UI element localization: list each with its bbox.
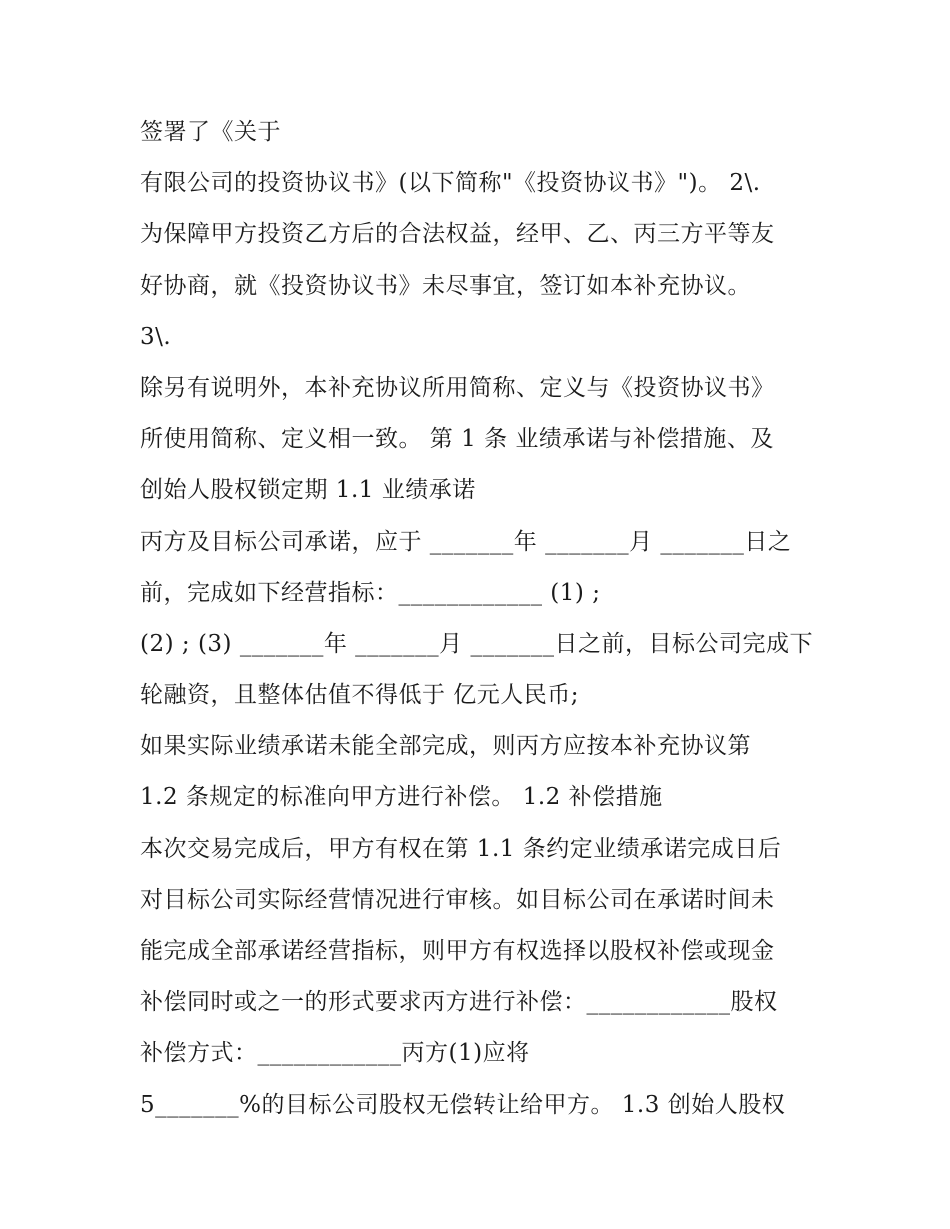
text-line: 有限公司的投资协议书》(以下简称"《投资协议书》")。 2\.	[140, 170, 761, 197]
text-line: 签署了《关于	[140, 119, 281, 145]
text-line: (2) ; (3) _______年 _______月 _______日之前，目标公司完成下	[140, 630, 813, 657]
text-line: 1.2 条规定的标准向甲方进行补偿。 1.2 补偿措施	[140, 784, 663, 811]
document-body	[140, 107, 840, 1131]
text-line: 3\.	[140, 323, 172, 350]
text-line: 如果实际业绩承诺未能全部完成，则丙方应按本补充协议第	[140, 733, 751, 760]
text-line: 能完成全部承诺经营指标，则甲方有权选择以股权补偿或现金	[140, 938, 775, 964]
text-line: 除另有说明外，本补充协议所用简称、定义与《投资协议书》	[140, 374, 775, 401]
text-line: 本次交易完成后，甲方有权在第 1.1 条约定业绩承诺完成日后	[140, 835, 782, 862]
text-line: 5_______%的目标公司股权无偿转让给甲方。 1.3 创始人股权	[140, 1091, 786, 1118]
text-line: 所使用简称、定义相一致。 第 1 条 业绩承诺与补偿措施、及	[140, 426, 774, 453]
text-line: 对目标公司实际经营情况进行审核。如目标公司在承诺时间未	[140, 886, 775, 913]
text-line: 轮融资，且整体估值不得低于 亿元人民币;	[140, 682, 580, 709]
text-line: 为保障甲方投资乙方后的合法权益，经甲、乙、丙三方平等友	[140, 221, 775, 248]
text-line: 前，完成如下经营指标：____________ (1) ;	[140, 579, 601, 606]
text-line: 丙方及目标公司承诺，应于 _______年 _______月 _______日之	[140, 528, 792, 555]
text-line: 补偿同时或之一的形式要求丙方进行补偿：____________股权	[140, 989, 778, 1016]
text-line: 好协商，就《投资协议书》未尽事宜，签订如本补充协议。	[140, 272, 751, 299]
text-line: 补偿方式：____________丙方(1)应将	[140, 1040, 530, 1067]
text-line: 创始人股权锁定期 1.1 业绩承诺	[140, 477, 476, 504]
